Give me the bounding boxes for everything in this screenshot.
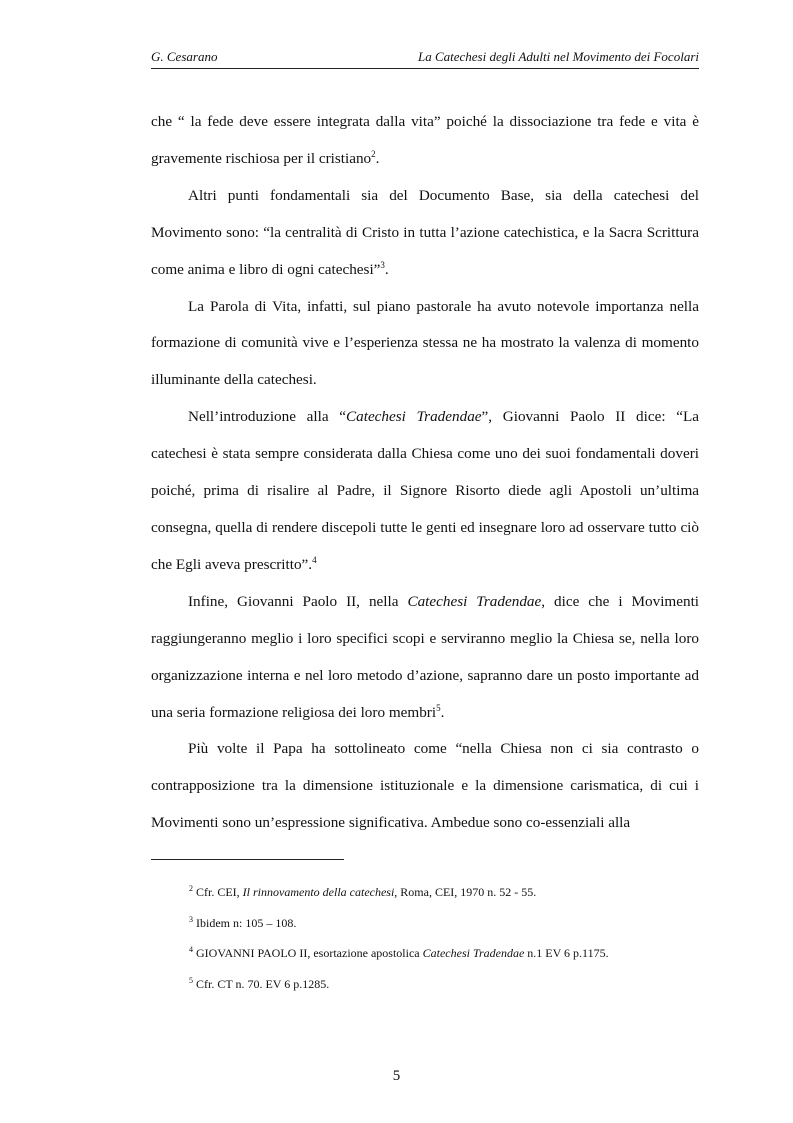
running-header — [151, 49, 699, 69]
paragraph-4 — [151, 399, 699, 584]
text-run: , dice che i Movimenti raggiungeranno meglio i loro specifici scopi e serviranno meglio la Chiesa se, nella loro organizzazione interna e nel loro metodo d’azione, sapranno dare un posto importante ad una seria formazione religiosa dei loro membri — [151, 592, 700, 721]
footnote-number: 5 — [189, 975, 193, 985]
text-run: Ibidem n: 105 – 108. — [193, 915, 297, 930]
footnote-divider — [151, 859, 344, 860]
italic-text: Catechesi Tradendae — [407, 592, 542, 610]
text-run: che “ la fede deve essere integrata dalla vita” poiché la dissociazione tra fede e vita è gravemente rischiosa per il cristiano — [151, 113, 699, 167]
header-title: La Catechesi degli Adulti nel Movimento dei Focolari — [417, 49, 699, 64]
page-number: 5 — [392, 1068, 401, 1084]
text-run: Cfr. CEI, — [193, 885, 243, 899]
paragraph-6 — [151, 731, 699, 842]
footnote-4 — [189, 946, 699, 961]
text-run: . — [440, 703, 445, 721]
footnote-number: 2 — [189, 884, 193, 893]
paragraph-5 — [151, 584, 699, 732]
text-run: Infine, Giovanni Paolo II, nella — [188, 592, 408, 610]
footnote-5 — [189, 977, 699, 992]
text-run: , Roma, CEI, 1970 n. 52 - 55. — [394, 885, 537, 899]
footnote-ref: 4 — [312, 554, 317, 565]
footnote-ref: 2 — [371, 148, 376, 159]
text-run: Cfr. CT n. 70. EV 6 p.1285. — [193, 976, 330, 991]
text-run: ”, Giovanni Paolo II dice: “La catechesi è stata sempre considerata dalla Chiesa come uno dei suoi fondamentali doveri poiché, prima di risalire al Padre, il Signore Risorto diede agli Apostoli un’ultima consegna, quella di rendere discepoli tutte le genti ed insegnare loro ad osservare tutto ciò che Egli aveva prescritto”. — [151, 408, 699, 573]
paragraph-3 — [151, 289, 699, 400]
footnote-2 — [189, 885, 699, 900]
text-run: . — [384, 260, 389, 278]
italic-text: Catechesi Tradendae — [422, 946, 525, 960]
footnote-number: 3 — [189, 914, 193, 924]
footnote-ref: 5 — [436, 702, 441, 713]
text-run: Altri punti fondamentali sia del Documento Base, sia della catechesi del Movimento sono: “la centralità di Cristo in tutta l’azione catechistica, e la Sacra Scrittura come anima e libro di ogni catechesi” — [151, 186, 699, 278]
header-divider — [151, 68, 699, 69]
footnote-ref: 3 — [380, 259, 385, 270]
italic-text: Il rinnovamento della catechesi — [242, 885, 395, 899]
footnote-3 — [189, 916, 699, 931]
footnote-number: 4 — [189, 945, 193, 954]
italic-text: Catechesi Tradendae — [346, 408, 482, 426]
text-run: n.1 EV 6 p.1175. — [524, 946, 609, 960]
text-run: La Parola di Vita, infatti, sul piano pastorale ha avuto notevole importanza nella formazione di comunità vive e l’esperienza stessa ne ha mostrato la valenza di momento illuminante della catechesi. — [151, 297, 699, 389]
text-run: Nell’introduzione alla “ — [188, 408, 346, 426]
text-run: . — [375, 149, 380, 167]
text-run: GIOVANNI PAOLO II, esortazione apostolica — [193, 946, 423, 960]
footnotes — [189, 885, 699, 1007]
paragraph-1 — [151, 104, 699, 178]
body-text — [151, 104, 699, 842]
text-run: Più volte il Papa ha sottolineato come “nella Chiesa non ci sia contrasto o contrapposizione tra la dimensione istituzionale e la dimensione carismatica, di cui i Movimenti sono un’espressione significativa. Ambedue sono co-essenziali alla — [151, 740, 699, 832]
paragraph-2 — [151, 178, 699, 289]
header-author: G. Cesarano — [151, 49, 218, 64]
